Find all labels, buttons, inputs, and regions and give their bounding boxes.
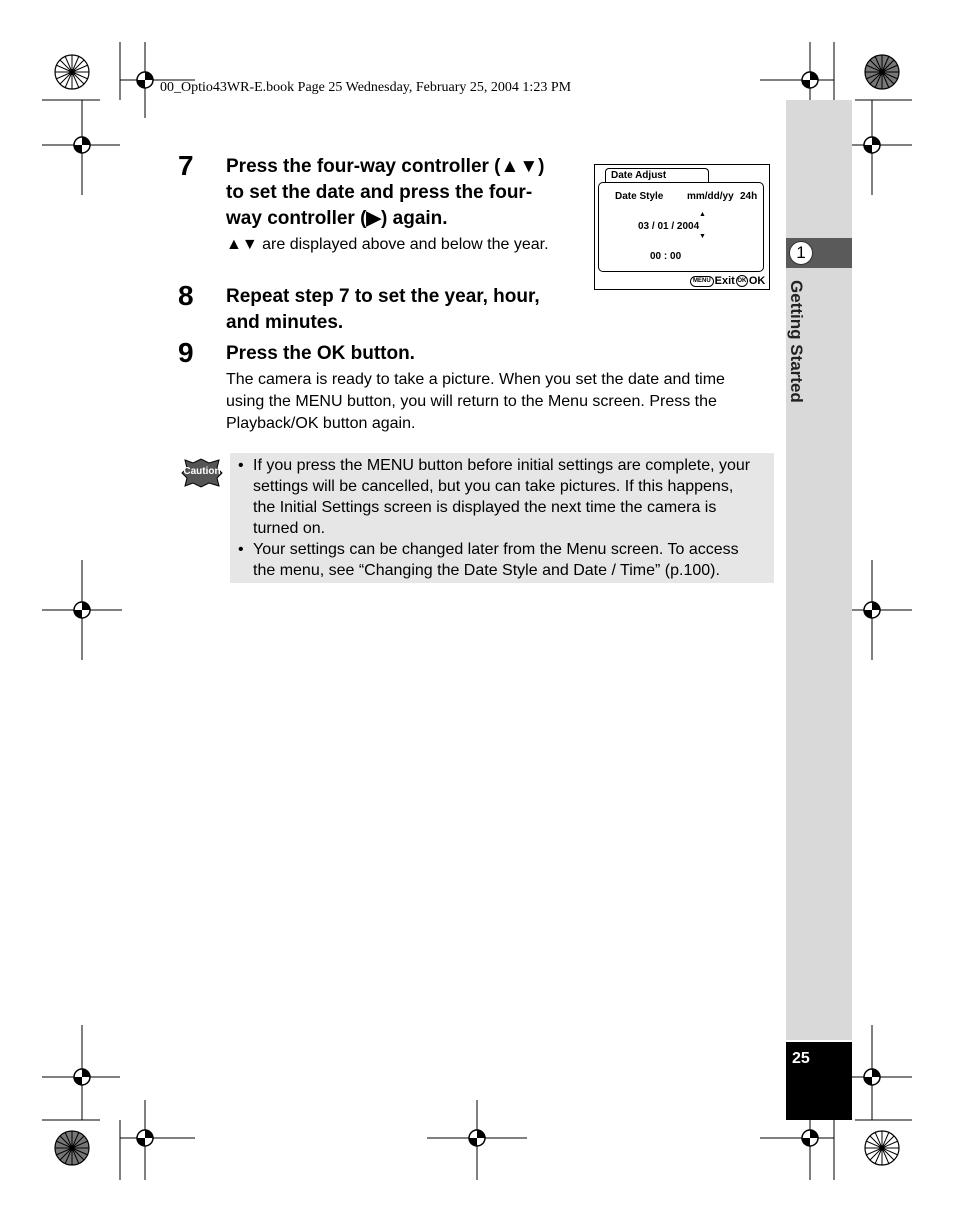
menu-button-icon: MENU bbox=[690, 276, 714, 287]
step-number-9: 9 bbox=[178, 337, 194, 368]
lcd-ok-label: OK bbox=[748, 275, 766, 287]
lcd-date-style-value: mm/dd/yy bbox=[687, 191, 734, 202]
step-9-body-line: using the MENU button, you will return to the Menu screen. Press the bbox=[226, 393, 717, 410]
chapter-title: Getting Started bbox=[787, 280, 806, 403]
step-9-body-line: Playback/OK button again. bbox=[226, 415, 416, 432]
page-number: 25 bbox=[792, 1050, 810, 1067]
caution-bullet-1 bbox=[238, 455, 778, 539]
lcd-tab-label: Date Adjust bbox=[605, 168, 709, 182]
lcd-down-arrow-icon: ▼ bbox=[699, 233, 706, 240]
lcd-clock-format: 24h bbox=[740, 191, 758, 202]
caution-line: Your settings can be changed later from the Menu screen. To access bbox=[253, 541, 739, 558]
caution-bullet-1-text bbox=[253, 455, 778, 539]
step-7-title-line: Press the four-way controller (▲▼) bbox=[226, 156, 545, 177]
caution-bullet-2 bbox=[238, 539, 778, 581]
caution-line: the menu, see “Changing the Date Style and Date / Time” (p.100). bbox=[253, 562, 720, 579]
caution-line: the Initial Settings screen is displayed the next time the camera is bbox=[253, 499, 717, 516]
lcd-footer bbox=[690, 274, 765, 288]
bullet-dot: • bbox=[238, 541, 244, 558]
step-number-7: 7 bbox=[178, 150, 194, 181]
step-9-title: Press the OK button. bbox=[226, 343, 415, 364]
step-7-body: ▲▼ are displayed above and below the year. bbox=[226, 236, 549, 253]
lcd-exit-label: Exit bbox=[714, 275, 735, 287]
caution-icon-label: Caution bbox=[183, 466, 221, 477]
step-8-title bbox=[226, 284, 586, 336]
step-9-body-line: The camera is ready to take a picture. When you set the date and time bbox=[226, 371, 725, 388]
caution-icon bbox=[181, 458, 223, 488]
step-8-title-line: and minutes. bbox=[226, 312, 344, 333]
lcd-up-arrow-icon: ▲ bbox=[699, 211, 706, 218]
step-9-body bbox=[226, 369, 725, 435]
lcd-time-line: 00 : 00 bbox=[650, 251, 682, 262]
step-7-title bbox=[226, 154, 586, 232]
step-number-8: 8 bbox=[178, 280, 194, 311]
caution-line: turned on. bbox=[253, 520, 326, 537]
chapter-number: 1 bbox=[789, 241, 813, 265]
lcd-date-style-label: Date Style bbox=[615, 191, 664, 202]
bullet-dot: • bbox=[238, 457, 244, 474]
ok-button-icon: OK bbox=[736, 275, 748, 287]
step-7-title-line: to set the date and press the four- bbox=[226, 182, 533, 203]
step-8-title-line: Repeat step 7 to set the year, hour, bbox=[226, 286, 540, 307]
step-7-title-line: way controller (▶) again. bbox=[226, 208, 448, 229]
caution-line: If you press the MENU button before initial settings are complete, your bbox=[253, 457, 751, 474]
file-info-header: 00_Optio43WR-E.book Page 25 Wednesday, February 25, 2004 1:23 PM bbox=[160, 80, 572, 95]
lcd-date-line: 03 / 01 / 2004 bbox=[638, 221, 700, 232]
caution-bullet-2-text bbox=[253, 539, 778, 581]
caution-line: settings will be cancelled, but you can take pictures. If this happens, bbox=[253, 478, 734, 495]
